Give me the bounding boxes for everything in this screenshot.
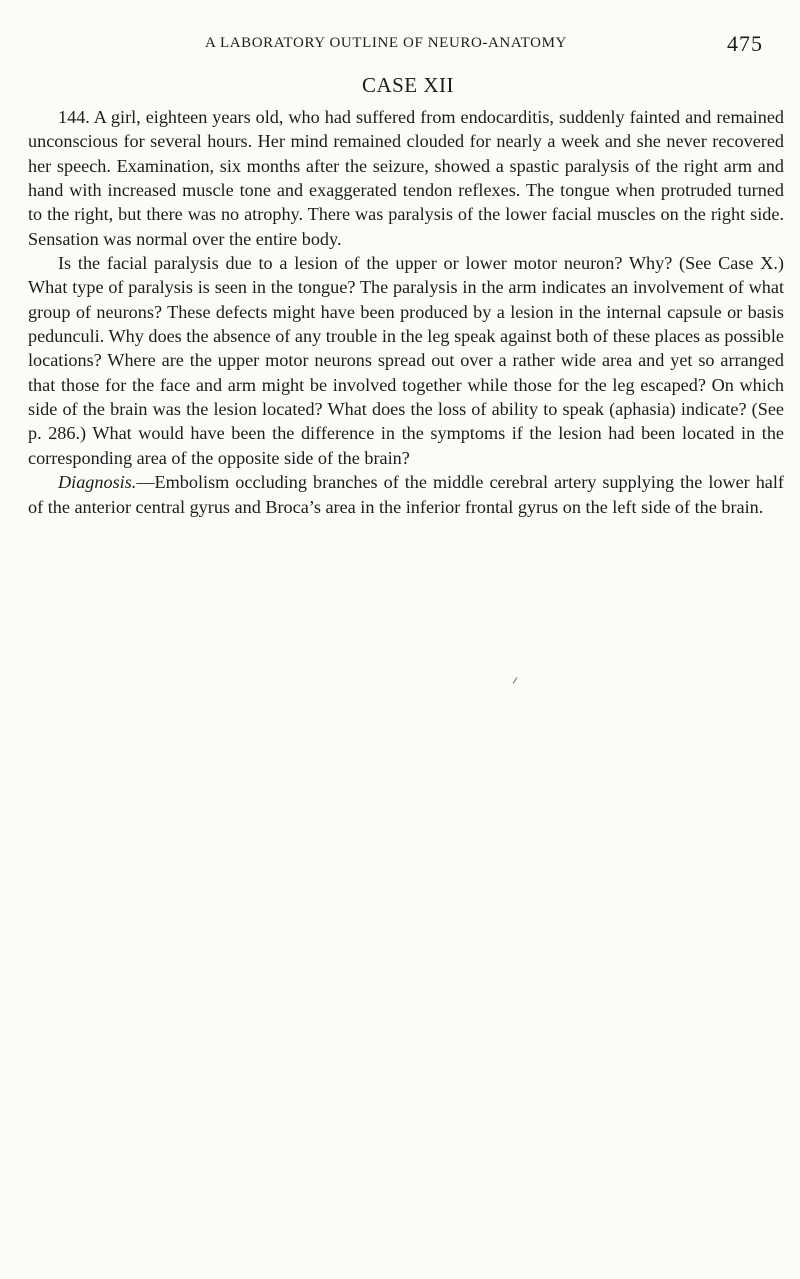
diagnosis-paragraph	[28, 470, 784, 519]
page-header	[0, 31, 800, 61]
questions-paragraph: Is the facial paralysis due to a lesion of the upper or lower motor neuron? Why? (See Case X.) What type of paralysis is seen in the tongue? The paralysis in the arm indicates an involvement of what group of neurons? These defects might have been produced by a lesion in the internal capsule or basis pedunculi. Why does the absence of any trouble in the leg speak against both of these places as possible locations? Where are the upper motor neurons spread out over a rather wide area and yet so arranged that those for the face and arm might be involved together while those for the leg escaped? On which side of the brain was the lesion located? What does the loss of ability to speak (aphasia) indicate? (See p. 286.) What would have been the difference in the symptoms if the lesion had been located in the corresponding area of the opposite side of the brain?	[28, 253, 784, 468]
stray-ink-mark	[512, 677, 518, 684]
diagnosis-text: —Embolism occluding branches of the middle cerebral artery supplying the lower half of the anterior central gyrus and Broca’s area in the inferior frontal gyrus on the left side of the brain.	[28, 472, 784, 517]
running-head: A LABORATORY OUTLINE OF NEURO-ANATOMY	[205, 35, 567, 51]
case-body	[28, 105, 784, 519]
diagnosis-label: Diagnosis.	[58, 472, 137, 493]
case-title: CASE XII	[361, 73, 455, 97]
case-history-paragraph: 144. A girl, eighteen years old, who had suffered from endocarditis, suddenly fainted and remained unconscious for several hours. Her mind remained clouded for nearly a week and she never recovered her speech. Examination, six months after the seizure, showed a spastic paralysis of the right arm and hand with increased muscle tone and exaggerated tendon reflexes. The tongue when protruded turned to the right, but there was no atrophy. There was paralysis of the lower facial muscles on the right side. Sensation was normal over the entire body.	[28, 107, 784, 249]
page-number: 475	[727, 31, 763, 56]
